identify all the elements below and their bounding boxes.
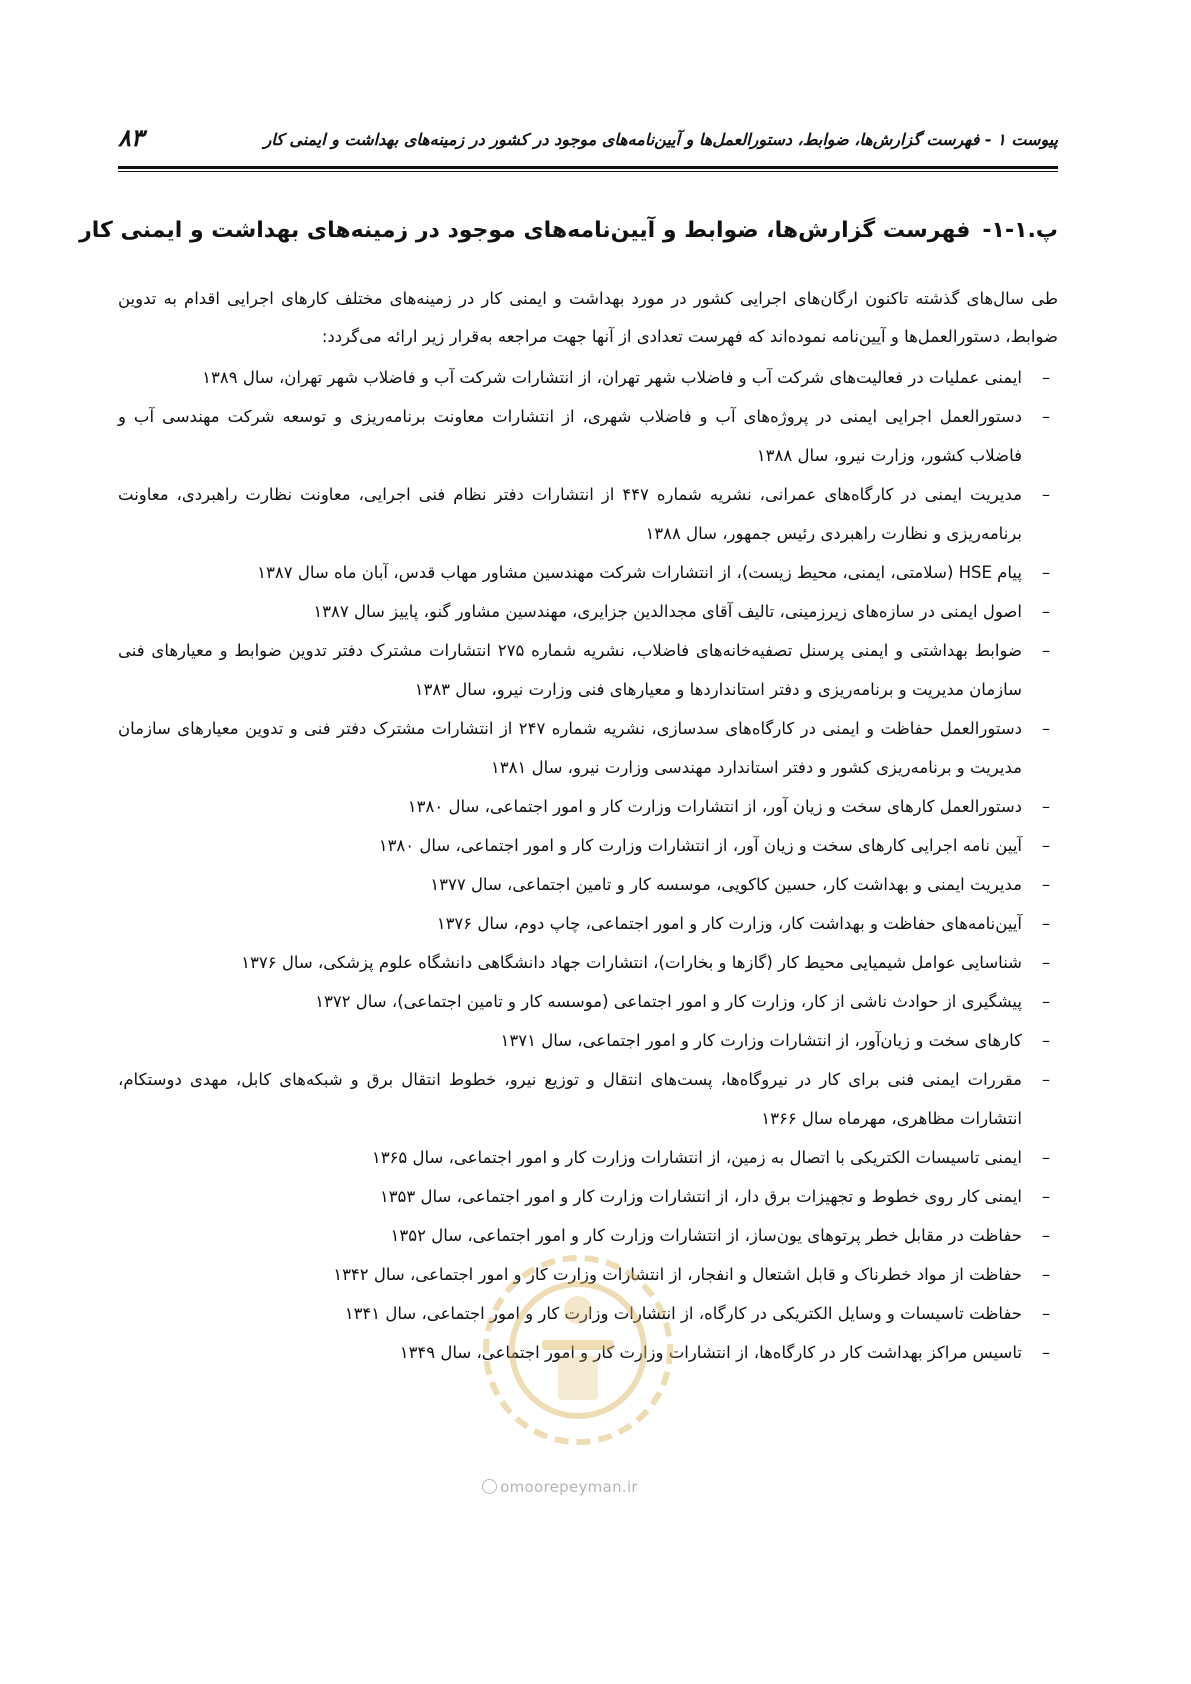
watermark-url-text: omoorepeyman.ir <box>500 1478 638 1496</box>
list-dash-marker: – <box>1042 1148 1050 1167</box>
list-dash-marker: – <box>1042 1187 1050 1206</box>
list-dash-marker: – <box>1042 992 1050 1011</box>
reference-item <box>118 592 1058 631</box>
reference-item <box>118 1138 1058 1177</box>
list-dash-marker: – <box>1042 836 1050 855</box>
reference-text: ایمنی کار روی خطوط و تجهیزات برق دار، از انتشارات وزارت کار و امور اجتماعی، سال ۱۳۵۳ <box>379 1187 1022 1206</box>
list-dash-marker: – <box>1042 563 1050 582</box>
list-dash-marker: – <box>1042 368 1050 387</box>
reference-text: دستورالعمل حفاظت و ایمنی در کارگاه‌های سدسازی، نشریه شماره ۲۴۷ از انتشارات مشترک دفتر فنی و تدوین معیارهای سازمان مدیریت و برنامه‌ریزی کشور و دفتر استاندارد مهندسی وزارت نیرو، سال ۱۳۸۱ <box>118 719 1022 777</box>
header-rule <box>118 166 1058 169</box>
watermark-url <box>460 1478 660 1496</box>
reference-text: پیشگیری از حوادث ناشی از کار، وزارت کار و امور اجتماعی (موسسه کار و تامین اجتماعی)، سال ۱۳۷۲ <box>315 992 1022 1011</box>
reference-item <box>118 1021 1058 1060</box>
reference-text: کارهای سخت و زیان‌آور، از انتشارات وزارت کار و امور اجتماعی، سال ۱۳۷۱ <box>500 1031 1022 1050</box>
reference-item <box>118 1177 1058 1216</box>
list-dash-marker: – <box>1042 1070 1050 1089</box>
page-number: ۸۳ <box>118 124 144 152</box>
reference-item <box>118 397 1058 475</box>
list-dash-marker: – <box>1042 641 1050 660</box>
reference-text: مدیریت ایمنی در کارگاه‌های عمرانی، نشریه شماره ۴۴۷ از انتشارات دفتر نظام فنی اجرایی، معاونت نظارت راهبردی، معاونت برنامه‌ریزی و نظارت راهبردی رئیس جمهور، سال ۱۳۸۸ <box>118 485 1022 543</box>
section-heading <box>79 218 1058 243</box>
section-number: پ.۱-۱- <box>982 218 1058 243</box>
reference-text: حفاظت از مواد خطرناک و قابل اشتعال و انفجار، از انتشارات وزارت کار و امور اجتماعی، سال ۱۳۴۲ <box>333 1265 1022 1284</box>
reference-text: شناسایی عوامل شیمیایی محیط کار (گازها و بخارات)، انتشارات جهاد دانشگاهی دانشگاه علوم پزشکی، سال ۱۳۷۶ <box>241 953 1022 972</box>
list-dash-marker: – <box>1042 602 1050 621</box>
reference-text: اصول ایمنی در سازه‌های زیرزمینی، تالیف آقای مجدالدین جزایری، مهندسین مشاور گنو، پاییز سال ۱۳۸۷ <box>313 602 1022 621</box>
reference-text: دستورالعمل کارهای سخت و زیان آور، از انتشارات وزارت کار و امور اجتماعی، سال ۱۳۸۰ <box>407 797 1022 816</box>
reference-text: ایمنی عملیات در فعالیت‌های شرکت آب و فاضلاب شهر تهران، از انتشارات شرکت آب و فاضلاب شهر تهران، سال ۱۳۸۹ <box>202 368 1022 387</box>
reference-text: ایمنی تاسیسات الکتریکی با اتصال به زمین، از انتشارات وزارت کار و امور اجتماعی، سال ۱۳۶۵ <box>371 1148 1022 1167</box>
reference-item <box>118 475 1058 553</box>
list-dash-marker: – <box>1042 1226 1050 1245</box>
reference-item <box>118 904 1058 943</box>
list-dash-marker: – <box>1042 875 1050 894</box>
list-dash-marker: – <box>1042 719 1050 738</box>
list-dash-marker: – <box>1042 1265 1050 1284</box>
reference-item <box>118 1294 1058 1333</box>
reference-text: آیین نامه اجرایی کارهای سخت و زیان آور، از انتشارات وزارت کار و امور اجتماعی، سال ۱۳۸۰ <box>378 836 1022 855</box>
running-header <box>118 124 1058 160</box>
reference-item <box>118 865 1058 904</box>
list-dash-marker: – <box>1042 797 1050 816</box>
reference-text: آیین‌نامه‌های حفاظت و بهداشت کار، وزارت کار و امور اجتماعی، چاپ دوم، سال ۱۳۷۶ <box>436 914 1022 933</box>
reference-item <box>118 631 1058 709</box>
reference-item <box>118 1333 1058 1372</box>
reference-text: ضوابط بهداشتی و ایمنی پرسنل تصفیه‌خانه‌های فاضلاب، نشریه شماره ۲۷۵ انتشارات مشترک دفتر تدوین ضوابط و معیارهای فنی سازمان مدیریت و برنامه‌ریزی و دفتر استانداردها و معیارهای فنی وزارت نیرو، سال ۱۳۸۳ <box>118 641 1022 699</box>
reference-text: تاسیس مراکز بهداشت کار در کارگاه‌ها، از انتشارات وزارت کار و امور اجتماعی، سال ۱۳۴۹ <box>399 1343 1022 1362</box>
reference-item <box>118 553 1058 592</box>
reference-item <box>118 943 1058 982</box>
reference-item <box>118 826 1058 865</box>
reference-item <box>118 709 1058 787</box>
reference-text: دستورالعمل اجرایی ایمنی در پروژه‌های آب و فاضلاب شهری، از انتشارات معاونت برنامه‌ریزی و توسعه شرکت مهندسی آب و فاضلاب کشور، وزارت نیرو، سال ۱۳۸۸ <box>118 407 1022 465</box>
list-dash-marker: – <box>1042 1031 1050 1050</box>
reference-text: پیام HSE (سلامتی، ایمنی، محیط زیست)، از انتشارات شرکت مهندسین مشاور مهاب قدس، آبان ماه سال ۱۳۸۷ <box>257 563 1022 582</box>
reference-item <box>118 787 1058 826</box>
intro-paragraph <box>118 280 1058 356</box>
list-dash-marker: – <box>1042 1343 1050 1362</box>
section-title: فهرست گزارش‌ها، ضوابط و آیین‌نامه‌های موجود در زمینه‌های بهداشت و ایمنی کار <box>79 218 971 243</box>
list-dash-marker: – <box>1042 953 1050 972</box>
reference-list <box>118 358 1058 1372</box>
list-dash-marker: – <box>1042 914 1050 933</box>
reference-text: حفاظت تاسیسات و وسایل الکتریکی در کارگاه، از انتشارات وزارت کار و امور اجتماعی، سال ۱۳۴۱ <box>344 1304 1022 1323</box>
list-dash-marker: – <box>1042 407 1050 426</box>
reference-text: مقررات ایمنی فنی برای کار در نیروگاه‌ها، پست‌های انتقال و توزیع نیرو، خطوط انتقال برق و شبکه‌های کابل، مهدی دوستکام، انتشارات مظاهری، مهرماه سال ۱۳۶۶ <box>118 1070 1022 1128</box>
list-dash-marker: – <box>1042 1304 1050 1323</box>
header-rule-thin <box>118 171 1058 172</box>
reference-item <box>118 1255 1058 1294</box>
reference-text: حفاظت در مقابل خطر پرتوهای یون‌ساز، از انتشارات وزارت کار و امور اجتماعی، سال ۱۳۵۲ <box>390 1226 1022 1245</box>
intro-text: طی سال‌های گذشته تاکنون ارگان‌های اجرایی کشور در مورد بهداشت و ایمنی کار در زمینه‌های مختلف کارهای اجرایی اقدام به تدوین ضوابط، دستورالعمل‌ها و آیین‌نامه نموده‌اند که فهرست تعدادی از آنها جهت مراجعه به‌قرار زیر ارائه می‌گردد: <box>118 289 1058 346</box>
reference-item <box>118 1216 1058 1255</box>
globe-icon <box>482 1479 497 1494</box>
list-dash-marker: – <box>1042 485 1050 504</box>
running-title: پیوست ۱ - فهرست گزارش‌ها، ضوابط، دستورالعمل‌ها و آیین‌نامه‌های موجود در کشور در زمینه‌های بهداشت و ایمنی کار <box>263 130 1058 149</box>
reference-item <box>118 982 1058 1021</box>
reference-item <box>118 1060 1058 1138</box>
reference-item <box>118 358 1058 397</box>
reference-text: مدیریت ایمنی و بهداشت کار، حسین کاکویی، موسسه کار و تامین اجتماعی، سال ۱۳۷۷ <box>430 875 1022 894</box>
